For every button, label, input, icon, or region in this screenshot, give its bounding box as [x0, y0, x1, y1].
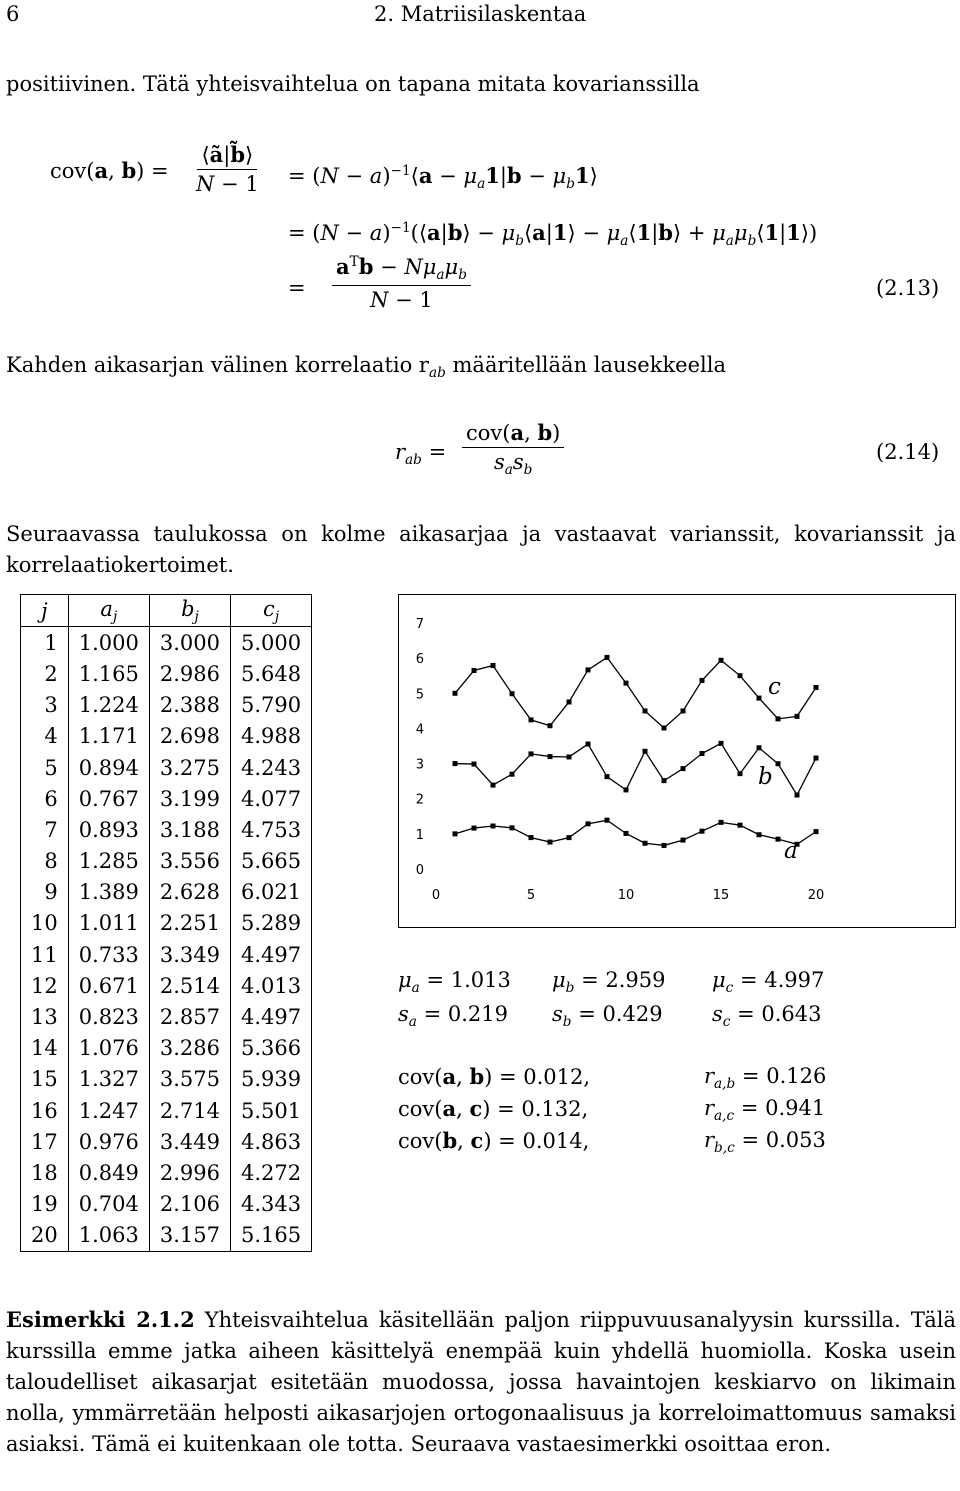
header-b: $b_j$: [149, 595, 230, 627]
cell-b: 2.986: [149, 658, 230, 689]
data-point-c: [757, 696, 762, 701]
cell-a: 0.893: [68, 814, 149, 845]
data-point-a: [605, 818, 610, 823]
y-tick-label: 4: [415, 722, 424, 738]
time-series-chart: [399, 595, 954, 926]
cell-b: 3.286: [149, 1033, 230, 1064]
table-row: [21, 752, 312, 783]
data-point-c: [472, 668, 477, 673]
cell-a: 1.000: [68, 627, 149, 659]
data-point-b: [738, 771, 743, 776]
data-point-c: [681, 708, 686, 713]
equation-number: (2.13): [876, 276, 940, 300]
table-row: [21, 1220, 312, 1252]
x-tick-label: 15: [712, 888, 730, 903]
table-row: [21, 908, 312, 939]
data-point-b: [491, 783, 496, 788]
data-point-a: [700, 829, 705, 834]
cell-a: 0.849: [68, 1157, 149, 1188]
data-point-c: [529, 717, 534, 722]
cell-b: 3.000: [149, 627, 230, 659]
data-point-b: [814, 756, 819, 761]
data-point-a: [624, 831, 629, 836]
cell-b: 2.996: [149, 1157, 230, 1188]
series-line-a: [455, 820, 816, 845]
data-point-b: [510, 772, 515, 777]
cell-c: 5.165: [240, 1223, 302, 1248]
data-point-b: [548, 754, 553, 759]
data-table: [20, 594, 312, 1252]
std-c: $s_c = 0.643$: [712, 1002, 822, 1031]
cell-b: 3.275: [149, 752, 230, 783]
chart-frame: [398, 594, 956, 928]
header-c: $c_j$: [230, 595, 311, 627]
cell-a: 1.011: [68, 908, 149, 939]
data-point-c: [548, 723, 553, 728]
table-row: [21, 627, 312, 659]
table-row: [21, 1126, 312, 1157]
cell-a: 0.704: [68, 1189, 149, 1220]
cell-j: 4: [21, 721, 69, 752]
cell-a: 1.247: [68, 1095, 149, 1126]
data-point-a: [643, 841, 648, 846]
cell-j: 17: [21, 1126, 69, 1157]
cell-a: 1.389: [68, 877, 149, 908]
data-point-a: [776, 837, 781, 842]
cell-b: 3.349: [149, 939, 230, 970]
y-tick-label: 5: [415, 687, 424, 703]
cell-c: 4.497: [240, 1005, 302, 1030]
cell-b: 2.714: [149, 1095, 230, 1126]
page-number: 6: [6, 2, 20, 26]
cell-b: 2.628: [149, 877, 230, 908]
cell-c: 4.753: [240, 817, 302, 842]
cell-a: 0.894: [68, 752, 149, 783]
data-point-b: [529, 751, 534, 756]
data-point-c: [776, 716, 781, 721]
x-tick-label: 0: [431, 888, 441, 903]
table-row: [21, 846, 312, 877]
cell-c: 5.289: [240, 911, 302, 936]
data-point-b: [472, 762, 477, 767]
table-row: [21, 1157, 312, 1188]
data-point-c: [719, 658, 724, 663]
cell-a: 1.285: [68, 846, 149, 877]
mean-c: $\mu_c = 4.997$: [712, 968, 825, 997]
table-intro: Seuraavassa taulukossa on kolme aikasarjaa ja vastaavat varianssit, kovarianssit ja korrelaatiokertoimet.: [6, 522, 956, 577]
cell-c: 4.988: [240, 724, 302, 749]
cell-c: 4.863: [240, 1129, 302, 1154]
cell-c: 5.501: [240, 1098, 302, 1123]
mean-a: $\mu_a = 1.013$: [398, 968, 511, 997]
data-point-a: [586, 821, 591, 826]
y-tick-label: 3: [415, 757, 424, 773]
cell-j: 12: [21, 970, 69, 1001]
x-tick-label: 20: [807, 888, 825, 903]
cell-j: 18: [21, 1157, 69, 1188]
cell-a: 1.171: [68, 721, 149, 752]
cell-b: 2.388: [149, 690, 230, 721]
table-row: [21, 1001, 312, 1032]
y-tick-label: 6: [415, 652, 424, 668]
table-row: [21, 814, 312, 845]
cell-b: 3.449: [149, 1126, 230, 1157]
table-header-row: [21, 595, 312, 627]
intro-text: positiivinen. Tätä yhteisvaihtelua on tapana mitata kovarianssilla: [6, 72, 700, 96]
cell-j: 16: [21, 1095, 69, 1126]
cell-b: 3.199: [149, 783, 230, 814]
cell-b: 3.575: [149, 1064, 230, 1095]
data-point-c: [624, 681, 629, 686]
cell-j: 3: [21, 690, 69, 721]
cell-c: 5.000: [240, 630, 302, 655]
cell-a: 1.063: [68, 1220, 149, 1252]
table-row: [21, 877, 312, 908]
cell-a: 0.823: [68, 1001, 149, 1032]
cell-j: 14: [21, 1033, 69, 1064]
cell-a: 1.224: [68, 690, 149, 721]
data-point-c: [662, 725, 667, 730]
cell-j: 15: [21, 1064, 69, 1095]
series-line-c: [455, 657, 816, 728]
data-point-a: [472, 826, 477, 831]
table-row: [21, 1095, 312, 1126]
cell-c: 4.272: [240, 1160, 302, 1185]
header-j: j: [21, 595, 69, 627]
cell-j: 2: [21, 658, 69, 689]
table-row: [21, 658, 312, 689]
cell-c: 6.021: [240, 880, 302, 905]
example-label: Esimerkki 2.1.2: [6, 1307, 195, 1332]
series-label-a: a: [784, 838, 798, 864]
data-point-a: [757, 832, 762, 837]
cell-c: 4.243: [240, 755, 302, 780]
series-label-b: b: [758, 764, 773, 790]
y-tick-label: 0: [415, 863, 424, 878]
cell-j: 5: [21, 752, 69, 783]
cov-ab: cov(a, b) = 0.012,: [398, 1064, 591, 1089]
data-point-a: [719, 820, 724, 825]
data-point-b: [567, 754, 572, 759]
mean-b: $\mu_b = 2.959$: [552, 968, 666, 997]
data-point-b: [453, 761, 458, 766]
data-point-b: [643, 749, 648, 754]
cell-c: 5.665: [240, 849, 302, 874]
data-point-a: [567, 835, 572, 840]
cell-b: 2.698: [149, 721, 230, 752]
cell-j: 11: [21, 939, 69, 970]
table-row: [21, 970, 312, 1001]
cell-c: 5.648: [240, 661, 302, 686]
example-paragraph: Esimerkki 2.1.2 Yhteisvaihtelua käsitellään paljon riippuvuusanalyysin kurssilla. Tälä kurssilla emme jatka aiheen käsittelyä enempää kuin yhdellä huomiolla. Koska usein taloudelliset aikasarjat esitetään muodossa, jossa havaintojen keskiarvo on likimain nolla, ymmärretään helposti aikasarjojen ortogonaalisuus ja korreloimattomuus samaksi asiaksi. Tämä ei kuitenkaan ole totta. Seuraava vastaesimerkki osoittaa eron.: [6, 1307, 956, 1456]
table-row: [21, 939, 312, 970]
corr-ac: $r_{a,c} = 0.941$: [704, 1096, 826, 1125]
table-row: [21, 1064, 312, 1095]
cell-j: 19: [21, 1189, 69, 1220]
cell-j: 1: [21, 627, 69, 659]
y-tick-label: 1: [415, 827, 424, 843]
data-point-b: [757, 745, 762, 750]
data-point-c: [453, 691, 458, 696]
data-point-b: [605, 774, 610, 779]
cell-b: 3.188: [149, 814, 230, 845]
cov-bc: cov(b, c) = 0.014,: [398, 1128, 590, 1153]
data-point-c: [643, 708, 648, 713]
data-point-c: [567, 699, 572, 704]
cell-j: 7: [21, 814, 69, 845]
cell-c: 5.366: [240, 1036, 302, 1061]
cell-a: 0.733: [68, 939, 149, 970]
std-b: $s_b = 0.429$: [552, 1002, 663, 1031]
data-point-a: [529, 835, 534, 840]
cell-c: 4.497: [240, 942, 302, 967]
cell-j: 13: [21, 1001, 69, 1032]
cell-j: 10: [21, 908, 69, 939]
data-point-a: [738, 823, 743, 828]
header-a: $a_j$: [68, 595, 149, 627]
cell-b: 2.857: [149, 1001, 230, 1032]
data-point-b: [662, 778, 667, 783]
cell-a: 1.076: [68, 1033, 149, 1064]
running-header: 2. Matriisilaskentaa: [374, 2, 587, 26]
equation-number: (2.14): [876, 440, 940, 464]
data-point-b: [624, 787, 629, 792]
data-point-c: [700, 678, 705, 683]
std-a: $s_a = 0.219$: [398, 1002, 508, 1031]
y-tick-label: 7: [415, 617, 424, 632]
data-point-c: [586, 667, 591, 672]
cell-j: 20: [21, 1220, 69, 1252]
data-point-a: [491, 823, 496, 828]
data-point-b: [700, 751, 705, 756]
data-point-c: [738, 673, 743, 678]
cell-j: 9: [21, 877, 69, 908]
series-label-c: c: [768, 674, 781, 700]
table-row: [21, 783, 312, 814]
data-point-c: [814, 685, 819, 690]
data-point-b: [719, 741, 724, 746]
cell-c: 5.790: [240, 693, 302, 718]
data-point-a: [814, 829, 819, 834]
cov-ac: cov(a, c) = 0.132,: [398, 1096, 589, 1121]
x-tick-label: 5: [526, 888, 536, 903]
corr-ab: $r_{a,b} = 0.126$: [704, 1064, 827, 1093]
cell-c: 4.343: [240, 1192, 302, 1217]
data-point-b: [681, 766, 686, 771]
data-point-a: [548, 840, 553, 845]
data-point-c: [605, 655, 610, 660]
data-point-c: [795, 714, 800, 719]
cell-j: 6: [21, 783, 69, 814]
cell-a: 1.327: [68, 1064, 149, 1095]
cell-b: 2.251: [149, 908, 230, 939]
table-row: [21, 690, 312, 721]
data-point-a: [453, 831, 458, 836]
cell-j: 8: [21, 846, 69, 877]
data-point-b: [776, 761, 781, 766]
cell-a: 0.767: [68, 783, 149, 814]
table-row: [21, 721, 312, 752]
table-row: [21, 1189, 312, 1220]
cell-a: 0.976: [68, 1126, 149, 1157]
cell-c: 5.939: [240, 1067, 302, 1092]
x-tick-label: 10: [617, 888, 635, 903]
data-point-b: [795, 792, 800, 797]
cell-c: 4.077: [240, 786, 302, 811]
cell-a: 1.165: [68, 658, 149, 689]
data-point-a: [662, 843, 667, 848]
cell-b: 2.106: [149, 1189, 230, 1220]
cell-c: 4.013: [240, 973, 302, 998]
data-point-c: [510, 691, 515, 696]
cell-b: 3.556: [149, 846, 230, 877]
data-point-c: [491, 663, 496, 668]
cell-a: 0.671: [68, 970, 149, 1001]
cell-b: 3.157: [149, 1220, 230, 1252]
data-point-a: [681, 838, 686, 843]
correlation-text: Kahden aikasarjan välinen korrelaatio $r_{ab}$ määritellään lausekkeella: [6, 353, 726, 382]
data-point-a: [510, 825, 515, 830]
cell-b: 2.514: [149, 970, 230, 1001]
table-row: [21, 1033, 312, 1064]
y-tick-label: 2: [415, 792, 424, 808]
corr-bc: $r_{b,c} = 0.053$: [704, 1128, 826, 1157]
data-point-b: [586, 742, 591, 747]
